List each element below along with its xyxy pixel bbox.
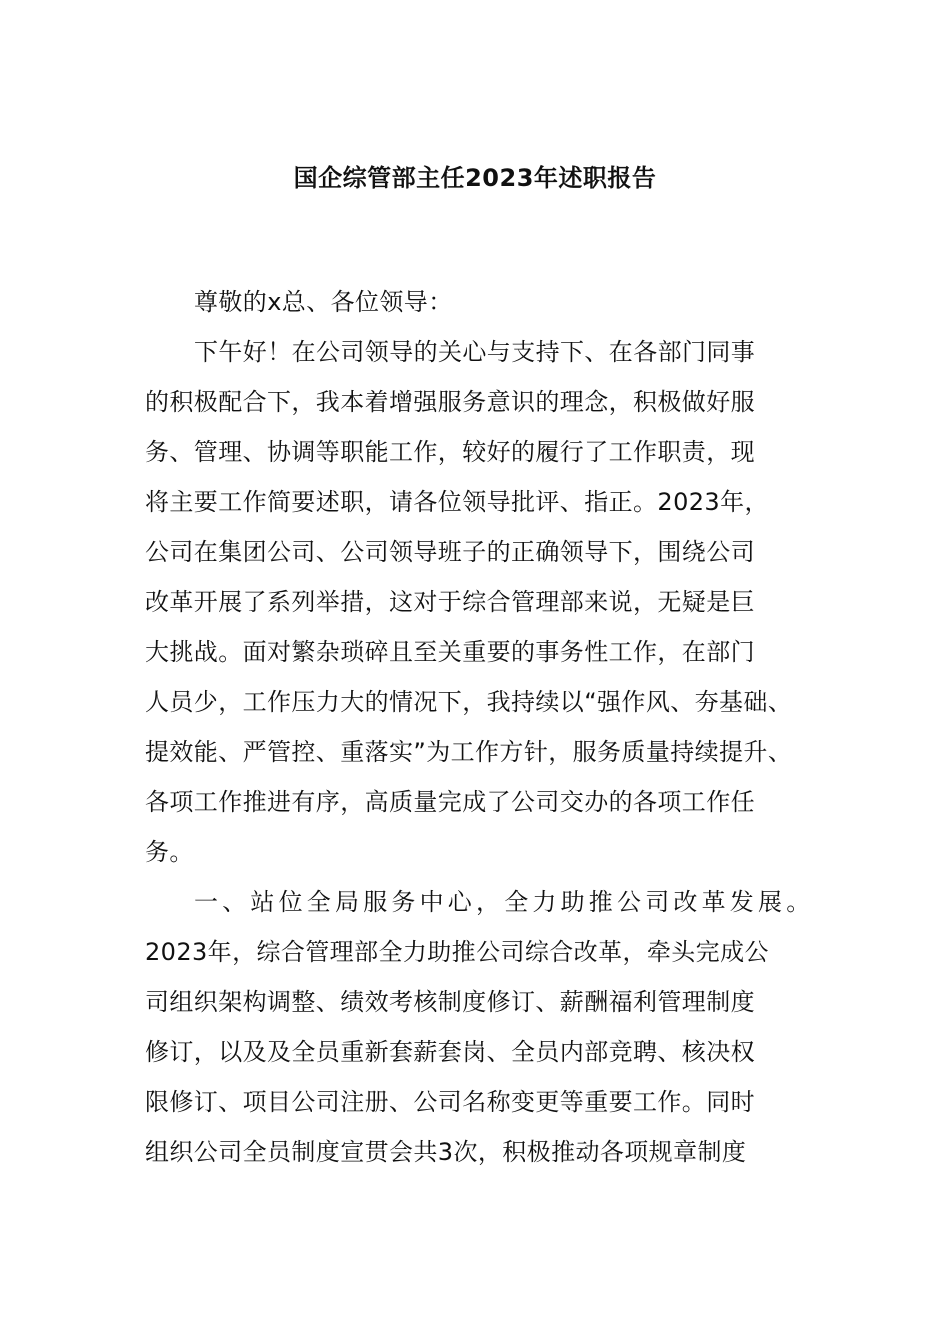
paragraph-1-line-1: 下午好！在公司领导的关心与支持下、在各部门同事	[194, 338, 756, 366]
paragraph-2-line-6: 组织公司全员制度宣贯会共3次，积极推动各项规章制度	[145, 1138, 747, 1166]
paragraph-1-line-2: 的积极配合下，我本着增强服务意识的理念，积极做好服	[145, 388, 755, 416]
paragraph-2-line-5: 限修订、项目公司注册、公司名称变更等重要工作。同时	[145, 1088, 755, 1116]
paragraph-2-line-2: 2023年，综合管理部全力助推公司综合改革，牵头完成公	[145, 938, 769, 966]
paragraph-1-line-7: 大挑战。面对繁杂琐碎且至关重要的事务性工作，在部门	[145, 638, 755, 666]
greeting: 尊敬的x总、各位领导：	[194, 288, 453, 316]
paragraph-1-line-6: 改革开展了系列举措，这对于综合管理部来说，无疑是巨	[145, 588, 755, 616]
paragraph-1-line-5: 公司在集团公司、公司领导班子的正确领导下，围绕公司	[145, 538, 755, 566]
paragraph-1-line-3: 务、管理、协调等职能工作，较好的履行了工作职责，现	[145, 438, 755, 466]
paragraph-1-line-11: 务。	[145, 838, 194, 866]
document-title: 国企综管部主任2023年述职报告	[293, 164, 657, 192]
paragraph-1-line-4: 将主要工作简要述职，请各位领导批评、指正。2023年，	[145, 488, 769, 516]
paragraph-2-line-1: 一、站位全局服务中心，全力助推公司改革发展。	[194, 888, 815, 916]
paragraph-1-line-9: 提效能、严管控、重落实”为工作方针，服务质量持续提升、	[145, 738, 793, 766]
paragraph-2-line-3: 司组织架构调整、绩效考核制度修订、薪酬福利管理制度	[145, 988, 755, 1016]
paragraph-2-line-4: 修订，以及及全员重新套薪套岗、全员内部竞聘、核决权	[145, 1038, 755, 1066]
paragraph-1-line-8: 人员少，工作压力大的情况下，我持续以“强作风、夯基础、	[145, 688, 793, 716]
paragraph-1-line-10: 各项工作推进有序，高质量完成了公司交办的各项工作任	[145, 788, 755, 816]
